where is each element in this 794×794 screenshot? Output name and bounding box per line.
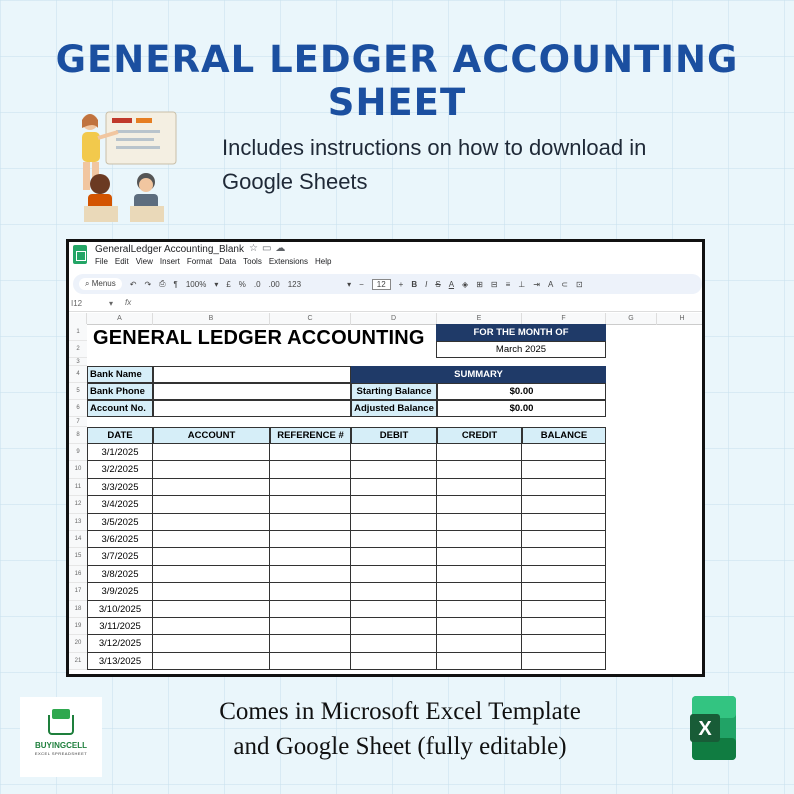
row-header[interactable]: 16 xyxy=(69,566,87,583)
menu-view[interactable]: View xyxy=(135,257,153,266)
fill-color-icon[interactable]: ◈ xyxy=(462,279,469,289)
insert-link-icon[interactable]: ⊂ xyxy=(561,279,568,289)
table-row xyxy=(87,479,606,496)
ledger-cell[interactable] xyxy=(437,635,522,652)
ledger-cell[interactable] xyxy=(522,444,606,461)
ledger-cell[interactable] xyxy=(351,461,437,478)
merge-cells-icon[interactable]: ⊟ xyxy=(490,279,498,289)
star-icon[interactable]: ☆ xyxy=(249,243,262,254)
ledger-cell[interactable] xyxy=(437,479,522,496)
row-header[interactable]: 2 xyxy=(69,341,87,358)
menu-data[interactable]: Data xyxy=(219,257,237,266)
sheets-toolbar xyxy=(73,274,702,294)
ledger-cell[interactable] xyxy=(270,461,351,478)
insert-comment-icon[interactable]: ⊡ xyxy=(575,279,583,289)
ledger-cell[interactable] xyxy=(153,566,270,583)
ledger-cell[interactable] xyxy=(351,653,437,670)
menu-edit[interactable]: Edit xyxy=(114,257,129,266)
date-cell[interactable]: 3/10/2025 xyxy=(87,601,153,618)
font-size-increase-icon[interactable]: + xyxy=(398,279,404,289)
ledger-cell[interactable] xyxy=(153,444,270,461)
menu-extensions[interactable]: Extensions xyxy=(268,257,308,266)
ledger-cell[interactable] xyxy=(522,531,606,548)
bank-name-label[interactable]: Bank Name xyxy=(87,366,153,383)
row-header[interactable]: 10 xyxy=(69,461,87,478)
menu-insert[interactable]: Insert xyxy=(159,257,180,266)
ledger-cell[interactable] xyxy=(351,496,437,513)
table-row xyxy=(87,548,606,565)
move-folder-icon[interactable]: ▭ xyxy=(261,243,276,254)
ledger-cell[interactable] xyxy=(522,583,606,600)
currency-format-button[interactable]: £ xyxy=(226,279,231,289)
ledger-cell[interactable] xyxy=(437,496,522,513)
ledger-cell[interactable] xyxy=(437,618,522,635)
footer-line-1: Comes in Microsoft Excel Template xyxy=(219,698,581,725)
row-header[interactable]: 11 xyxy=(69,479,87,496)
row-header[interactable]: 8 xyxy=(69,427,87,444)
decrease-decimal-button[interactable]: .0 xyxy=(253,279,261,289)
table-row xyxy=(87,566,606,583)
paint-format-icon[interactable]: ¶ xyxy=(173,279,178,289)
ledger-cell[interactable] xyxy=(351,635,437,652)
print-icon[interactable]: ⎙ xyxy=(159,279,166,288)
menu-help[interactable]: Help xyxy=(314,257,332,266)
column-header-d[interactable]: D xyxy=(351,313,437,325)
ledger-cell[interactable] xyxy=(437,653,522,670)
ledger-cell[interactable] xyxy=(153,583,270,600)
ledger-cell[interactable] xyxy=(437,583,522,600)
column-header-h[interactable]: H xyxy=(657,313,705,325)
zoom-select[interactable]: 100% xyxy=(185,279,207,289)
row-header[interactable]: 19 xyxy=(69,618,87,635)
date-cell[interactable]: 3/3/2025 xyxy=(87,479,153,496)
row-header[interactable]: 1 xyxy=(69,324,87,341)
bold-icon[interactable]: B xyxy=(411,279,418,289)
ledger-cell[interactable] xyxy=(270,514,351,531)
spreadsheet-window xyxy=(66,239,705,677)
menu-format[interactable]: Format xyxy=(186,257,213,266)
ledger-cell[interactable] xyxy=(437,531,522,548)
doc-action-icons[interactable] xyxy=(249,243,289,254)
row-header[interactable]: 6 xyxy=(69,400,87,417)
text-color-icon[interactable]: A xyxy=(448,279,455,289)
date-cell[interactable]: 3/9/2025 xyxy=(87,583,153,600)
ledger-cell[interactable] xyxy=(351,514,437,531)
starting-balance-value[interactable]: $0.00 xyxy=(437,383,606,400)
fx-icon: fx xyxy=(125,298,132,307)
ledger-cell[interactable] xyxy=(153,531,270,548)
ledger-cell[interactable] xyxy=(270,496,351,513)
ledger-cell[interactable] xyxy=(153,635,270,652)
ledger-cell[interactable] xyxy=(351,479,437,496)
ledger-cell[interactable] xyxy=(153,618,270,635)
ledger-cell[interactable] xyxy=(270,548,351,565)
ledger-cell[interactable] xyxy=(437,566,522,583)
ledger-cell[interactable] xyxy=(522,548,606,565)
ledger-cell[interactable] xyxy=(270,635,351,652)
font-size-input[interactable]: 12 xyxy=(372,279,391,290)
date-cell[interactable]: 3/1/2025 xyxy=(87,444,153,461)
brand-name: BUYINGCELL xyxy=(35,741,87,750)
ledger-cell[interactable] xyxy=(351,618,437,635)
column-header-a[interactable]: A xyxy=(87,313,153,325)
more-formats-button[interactable]: 123 xyxy=(287,279,302,289)
ledger-cell[interactable] xyxy=(351,444,437,461)
table-row xyxy=(87,601,606,618)
table-row xyxy=(87,618,606,635)
footer-line-2: and Google Sheet (fully editable) xyxy=(233,733,567,760)
date-cell[interactable]: 3/2/2025 xyxy=(87,461,153,478)
ledger-cell[interactable] xyxy=(522,461,606,478)
month-header[interactable]: FOR THE MONTH OF xyxy=(436,324,606,341)
redo-icon[interactable]: ↷ xyxy=(144,279,152,289)
ledger-cell[interactable] xyxy=(270,583,351,600)
subtitle xyxy=(222,131,742,199)
ledger-cell[interactable] xyxy=(437,601,522,618)
font-chevron-icon[interactable]: ▾ xyxy=(347,279,352,289)
header-account[interactable]: ACCOUNT xyxy=(153,427,270,444)
formula-bar xyxy=(69,298,702,312)
ledger-cell[interactable] xyxy=(153,601,270,618)
name-box-chevron-icon[interactable]: ▾ xyxy=(109,299,114,308)
column-headers xyxy=(69,313,702,325)
text-rotation-icon[interactable]: A xyxy=(547,279,554,289)
row-header[interactable]: 21 xyxy=(69,653,87,670)
text-wrap-icon[interactable]: ⇥ xyxy=(533,279,540,289)
header-credit[interactable]: CREDIT xyxy=(437,427,522,444)
ledger-cell[interactable] xyxy=(351,583,437,600)
table-row xyxy=(87,444,606,461)
document-name[interactable]: GeneralLedger Accounting_Blank xyxy=(95,244,244,255)
bank-phone-value[interactable] xyxy=(153,383,351,400)
row-header[interactable]: 17 xyxy=(69,583,87,600)
table-row xyxy=(87,461,606,478)
ledger-cell[interactable] xyxy=(522,618,606,635)
cloud-status-icon[interactable]: ☁ xyxy=(275,243,290,254)
date-cell[interactable]: 3/6/2025 xyxy=(87,531,153,548)
ledger-cell[interactable] xyxy=(270,653,351,670)
brand-subtitle: EXCEL SPREADSHEET xyxy=(34,751,88,756)
header-date[interactable]: DATE xyxy=(87,427,153,444)
ledger-cell[interactable] xyxy=(522,479,606,496)
account-no-value[interactable] xyxy=(153,400,351,417)
column-header-f[interactable]: F xyxy=(522,313,606,325)
undo-icon[interactable]: ↶ xyxy=(129,279,137,289)
table-row xyxy=(87,653,606,670)
percent-format-button[interactable]: % xyxy=(238,279,246,289)
date-cell[interactable]: 3/5/2025 xyxy=(87,514,153,531)
adjusted-balance-value[interactable]: $0.00 xyxy=(437,400,606,417)
row-header[interactable]: 5 xyxy=(69,383,87,400)
footer-text xyxy=(130,694,670,764)
ledger-cell[interactable] xyxy=(522,601,606,618)
column-header-c[interactable]: C xyxy=(270,313,351,325)
ledger-cell[interactable] xyxy=(270,618,351,635)
starting-balance-label[interactable]: Starting Balance xyxy=(351,383,437,400)
ledger-cell[interactable] xyxy=(351,601,437,618)
table-row xyxy=(87,496,606,513)
ledger-cell[interactable] xyxy=(437,548,522,565)
menu-file[interactable]: File xyxy=(95,257,108,266)
excel-icon xyxy=(690,696,738,760)
ledger-cell[interactable] xyxy=(270,444,351,461)
row-header[interactable]: 18 xyxy=(69,601,87,618)
ledger-cell[interactable] xyxy=(270,479,351,496)
zoom-chevron-icon[interactable]: ▾ xyxy=(214,279,219,289)
ledger-cell[interactable] xyxy=(153,461,270,478)
ledger-cell[interactable] xyxy=(153,653,270,670)
menus-search[interactable]: ⌕ Menus xyxy=(79,278,122,290)
bank-name-value[interactable] xyxy=(153,366,351,383)
search-icon: ⌕ xyxy=(85,279,90,288)
menu-list xyxy=(95,257,331,266)
date-cell[interactable]: 3/11/2025 xyxy=(87,618,153,635)
row-header[interactable]: 12 xyxy=(69,496,87,513)
ledger-title[interactable]: GENERAL LEDGER ACCOUNTING xyxy=(93,327,425,349)
ledger-cell[interactable] xyxy=(522,496,606,513)
column-header-g[interactable]: G xyxy=(606,313,657,325)
row-header[interactable]: 7 xyxy=(69,417,87,427)
borders-icon[interactable]: ⊞ xyxy=(476,279,483,289)
month-value[interactable]: March 2025 xyxy=(436,341,606,358)
excel-letter: X xyxy=(698,718,712,740)
summary-header[interactable]: SUMMARY xyxy=(351,366,606,383)
strikethrough-icon[interactable]: S xyxy=(435,279,441,289)
name-box[interactable]: I12 xyxy=(71,299,83,308)
buyingcell-logo xyxy=(20,697,102,777)
header-balance[interactable]: BALANCE xyxy=(522,427,606,444)
horizontal-align-icon[interactable]: ≡ xyxy=(505,279,511,289)
header-reference[interactable]: REFERENCE # xyxy=(270,427,351,444)
table-row xyxy=(87,531,606,548)
row-header[interactable]: 14 xyxy=(69,531,87,548)
table-row xyxy=(87,635,606,652)
date-cell[interactable]: 3/12/2025 xyxy=(87,635,153,652)
row-header[interactable]: 20 xyxy=(69,635,87,652)
row-header[interactable]: 9 xyxy=(69,444,87,461)
google-sheets-icon[interactable] xyxy=(73,245,87,264)
ledger-cell[interactable] xyxy=(351,531,437,548)
teacher-classroom-illustration xyxy=(62,108,186,224)
row-header[interactable]: 3 xyxy=(69,358,87,366)
ledger-cell[interactable] xyxy=(153,479,270,496)
row-header[interactable]: 4 xyxy=(69,366,87,383)
cart-icon xyxy=(48,715,74,735)
table-row xyxy=(87,514,606,531)
table-row xyxy=(87,583,606,600)
ledger-cell[interactable] xyxy=(437,444,522,461)
ledger-cell[interactable] xyxy=(270,601,351,618)
ledger-cell[interactable] xyxy=(153,548,270,565)
ledger-cell[interactable] xyxy=(522,635,606,652)
font-size-decrease-icon[interactable]: − xyxy=(359,279,364,289)
row-header[interactable]: 15 xyxy=(69,548,87,565)
ledger-cell[interactable] xyxy=(153,514,270,531)
ledger-cell[interactable] xyxy=(522,566,606,583)
date-cell[interactable]: 3/4/2025 xyxy=(87,496,153,513)
date-cell[interactable]: 3/8/2025 xyxy=(87,566,153,583)
menu-tools[interactable]: Tools xyxy=(243,257,262,266)
ledger-cell[interactable] xyxy=(351,548,437,565)
ledger-cell[interactable] xyxy=(351,566,437,583)
adjusted-balance-label[interactable]: Adjusted Balance xyxy=(351,400,437,417)
ledger-cell[interactable] xyxy=(270,566,351,583)
bank-phone-label[interactable]: Bank Phone xyxy=(87,383,153,400)
hero-title: GENERAL LEDGER ACCOUNTING SHEET xyxy=(55,38,739,124)
subtitle-line-2: Google Sheets xyxy=(222,169,368,194)
date-cell[interactable]: 3/13/2025 xyxy=(87,653,153,670)
header-debit[interactable]: DEBIT xyxy=(351,427,437,444)
column-header-e[interactable]: E xyxy=(437,313,522,325)
ledger-cell[interactable] xyxy=(270,531,351,548)
subtitle-line-1: Includes instructions on how to download in xyxy=(222,135,647,160)
ledger-cell[interactable] xyxy=(522,514,606,531)
account-no-label[interactable]: Account No. xyxy=(87,400,153,417)
ledger-cell[interactable] xyxy=(522,653,606,670)
italic-icon[interactable]: I xyxy=(425,279,428,289)
ledger-cell[interactable] xyxy=(153,496,270,513)
ledger-cell[interactable] xyxy=(437,461,522,478)
sheets-menubar xyxy=(69,242,702,274)
ledger-cell[interactable] xyxy=(437,514,522,531)
column-header-b[interactable]: B xyxy=(153,313,270,325)
row-header[interactable]: 13 xyxy=(69,514,87,531)
date-cell[interactable]: 3/7/2025 xyxy=(87,548,153,565)
vertical-align-icon[interactable]: ⊥ xyxy=(518,279,526,289)
increase-decimal-button[interactable]: .00 xyxy=(268,279,280,289)
